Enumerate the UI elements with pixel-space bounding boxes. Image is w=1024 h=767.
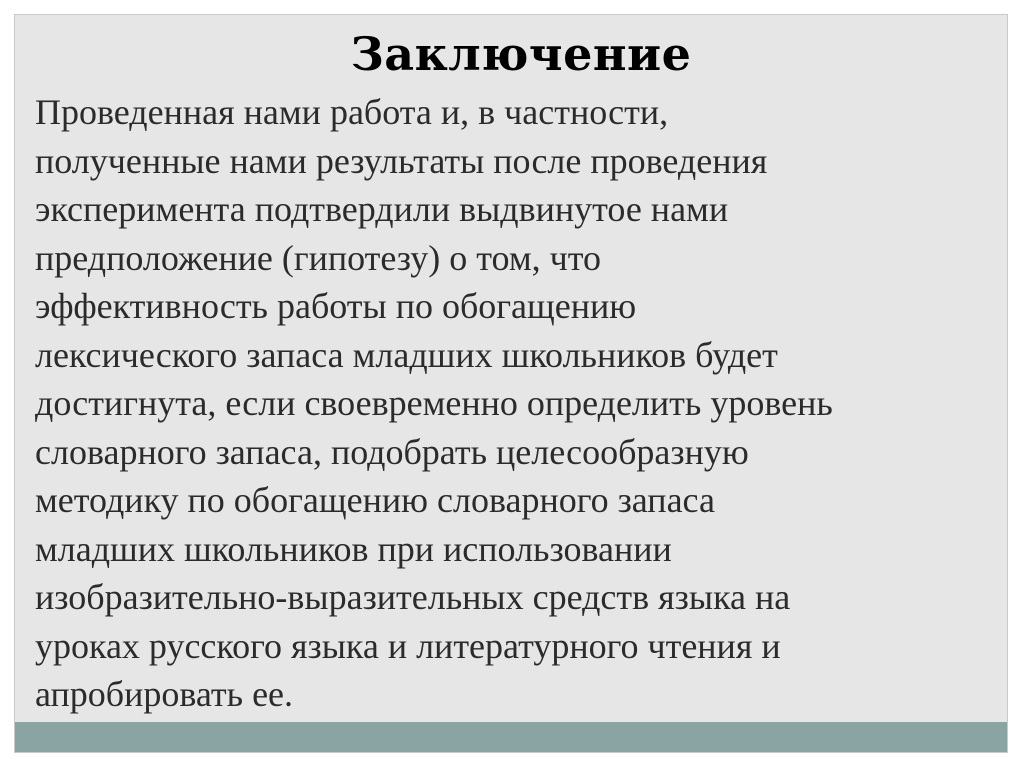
body-line: эксперимента подтвердили выдвинутое нами xyxy=(35,189,729,229)
slide-title: Заключение xyxy=(350,27,692,81)
body-line: Проведенная нами работа и, в частности, xyxy=(35,92,669,132)
slide xyxy=(14,14,1008,753)
slide-body-text xyxy=(35,88,995,719)
body-line: апробировать ее. xyxy=(35,674,294,714)
body-line: уроках русского языка и литературного чтения и xyxy=(35,625,781,666)
body-line: предположение (гипотезу) о том, что xyxy=(35,237,601,278)
body-line: достигнута, если своевременно определить уровень xyxy=(35,383,833,423)
body-line: младших школьников при использовании xyxy=(35,528,672,569)
body-line: лексического запаса младших школьников будет xyxy=(35,334,778,375)
body-line: методику по обогащению словарного запаса xyxy=(35,480,715,520)
body-line: эффективность работы по обогащению xyxy=(35,286,637,326)
body-line: словарного запаса, подобрать целесообразную xyxy=(35,431,749,472)
body-line: изобразительно-выразительных средств языка на xyxy=(35,577,791,617)
body-line: полученные нами результаты после проведения xyxy=(35,140,768,181)
footer-bar xyxy=(15,722,1007,752)
